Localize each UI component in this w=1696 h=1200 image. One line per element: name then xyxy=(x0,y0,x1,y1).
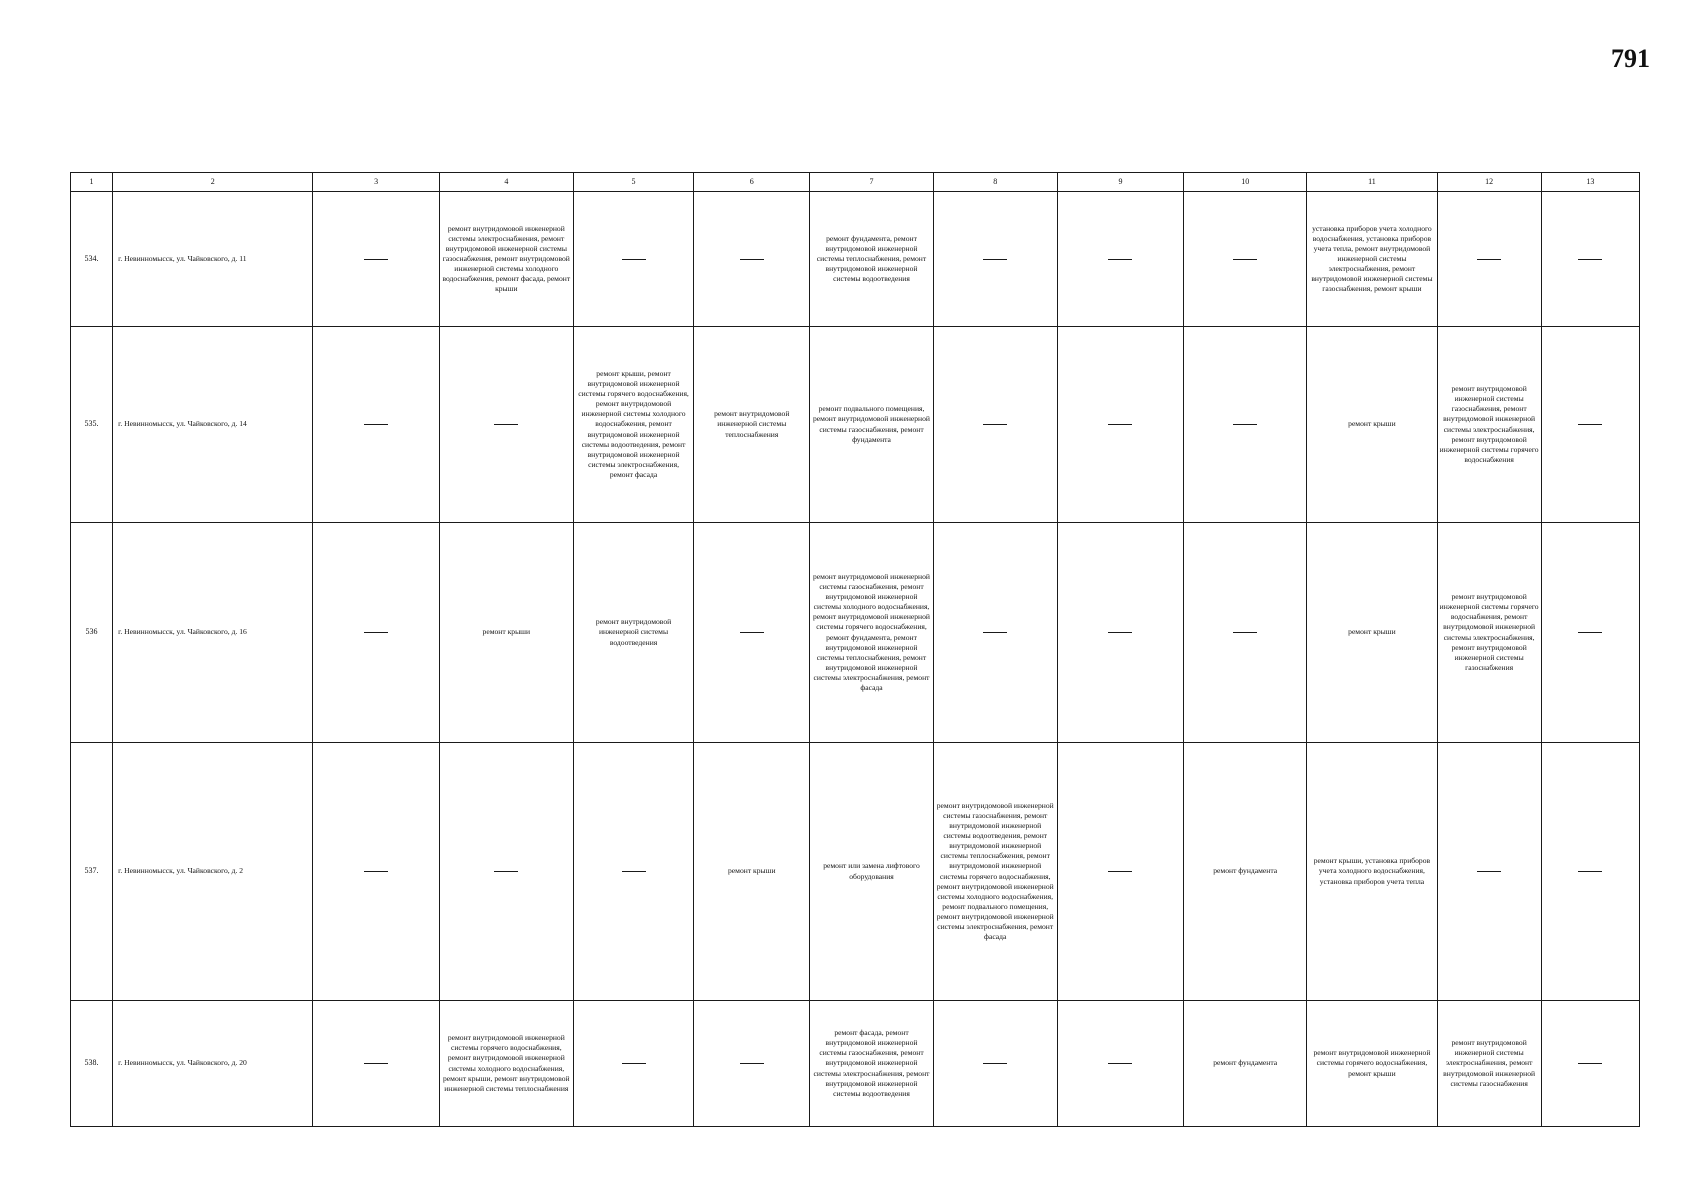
table-cell: ремонт подвального помещения, ремонт внутридомовой инженерной системы газоснабжения, ремонт фундамента xyxy=(810,327,933,523)
table-cell xyxy=(933,523,1057,743)
table-row xyxy=(71,523,1640,743)
table-cell xyxy=(1541,523,1639,743)
empty-dash xyxy=(740,632,764,633)
table-cell xyxy=(933,192,1057,327)
table-cell: ремонт внутридомовой инженерной системы электроснабжения, ремонт внутридомовой инженерной системы газоснабжения xyxy=(1437,1001,1541,1127)
table-cell xyxy=(694,523,810,743)
address-cell: г. Невинномысск, ул. Чайковского, д. 14 xyxy=(113,327,313,523)
table-row xyxy=(71,743,1640,1001)
table-cell: ремонт внутридомовой инженерной системы водоотведения xyxy=(573,523,693,743)
empty-dash xyxy=(622,871,646,872)
empty-dash xyxy=(1108,632,1132,633)
empty-dash xyxy=(1578,424,1602,425)
empty-dash xyxy=(364,259,388,260)
empty-dash xyxy=(1233,632,1257,633)
table-cell: ремонт крыши, ремонт внутридомовой инженерной системы горячего водоснабжения, ремонт внутридомовой инженерной системы холодного водоснабжения, ремонт внутридомовой инженерной системы водоотведения, ремонт внутридомовой инженерной системы электроснабжения, ремонт фасада xyxy=(573,327,693,523)
column-number: 3 xyxy=(313,173,439,192)
empty-dash xyxy=(1578,871,1602,872)
table-cell xyxy=(573,743,693,1001)
table-cell xyxy=(933,327,1057,523)
empty-dash xyxy=(1578,632,1602,633)
empty-dash xyxy=(1578,259,1602,260)
table-cell: установка приборов учета холодного водоснабжения, установка приборов учета тепла, ремонт внутридомовой инженерной системы электроснабжения, ремонт внутридомовой инженерной системы газоснабжения, ремонт крыши xyxy=(1307,192,1437,327)
table-cell xyxy=(313,523,439,743)
column-number: 1 xyxy=(71,173,113,192)
table-cell: ремонт крыши xyxy=(1307,523,1437,743)
table-cell xyxy=(1184,523,1307,743)
table-cell xyxy=(1541,743,1639,1001)
table-cell: ремонт фундамента xyxy=(1184,743,1307,1001)
empty-dash xyxy=(1108,259,1132,260)
empty-dash xyxy=(1233,259,1257,260)
empty-dash xyxy=(1108,871,1132,872)
empty-dash xyxy=(494,871,518,872)
row-number: 537. xyxy=(71,743,113,1001)
column-number: 13 xyxy=(1541,173,1639,192)
table-cell: ремонт внутридомовой инженерной системы горячего водоснабжения, ремонт внутридомовой инженерной системы холодного водоснабжения, ремонт крыши, ремонт внутридомовой инженерной системы теплоснабжения xyxy=(439,1001,573,1127)
table-cell xyxy=(439,743,573,1001)
table-cell xyxy=(1057,192,1183,327)
page-number: 791 xyxy=(1611,44,1650,73)
table-cell xyxy=(1184,192,1307,327)
table-cell: ремонт или замена лифтового оборудования xyxy=(810,743,933,1001)
table-row xyxy=(71,1001,1640,1127)
column-number-row xyxy=(71,173,1640,192)
table-cell xyxy=(1541,1001,1639,1127)
table-cell xyxy=(313,192,439,327)
empty-dash xyxy=(1233,424,1257,425)
empty-dash xyxy=(364,424,388,425)
table-row xyxy=(71,192,1640,327)
table-cell xyxy=(1437,192,1541,327)
table-cell xyxy=(933,1001,1057,1127)
empty-dash xyxy=(983,632,1007,633)
table-cell: ремонт внутридомовой инженерной системы горячего водоснабжения, ремонт внутридомовой инженерной системы электроснабжения, ремонт внутридомовой инженерной системы газоснабжения xyxy=(1437,523,1541,743)
table-cell xyxy=(313,327,439,523)
table-cell xyxy=(1184,327,1307,523)
column-number: 6 xyxy=(694,173,810,192)
column-number: 8 xyxy=(933,173,1057,192)
column-number: 5 xyxy=(573,173,693,192)
table-cell: ремонт фасада, ремонт внутридомовой инженерной системы газоснабжения, ремонт внутридомовой инженерной системы электроснабжения, ремонт внутридомовой инженерной системы водоотведения xyxy=(810,1001,933,1127)
column-number: 12 xyxy=(1437,173,1541,192)
table-cell: ремонт фундамента, ремонт внутридомовой инженерной системы теплоснабжения, ремонт внутридомовой инженерной системы водоотведения xyxy=(810,192,933,327)
table-cell: ремонт крыши xyxy=(439,523,573,743)
repair-schedule-table xyxy=(70,172,1640,1127)
row-number: 538. xyxy=(71,1001,113,1127)
column-number: 7 xyxy=(810,173,933,192)
empty-dash xyxy=(622,259,646,260)
empty-dash xyxy=(1108,424,1132,425)
table-cell: ремонт внутридомовой инженерной системы газоснабжения, ремонт внутридомовой инженерной системы водоотведения, ремонт внутридомовой инженерной системы теплоснабжения, ремонт внутридомовой инженерной системы горячего водоснабжения, ремонт внутридомовой инженерной системы холодного водоснабжения, ремонт подвального помещения, ремонт внутридомовой инженерной системы электроснабжения, ремонт фасада xyxy=(933,743,1057,1001)
table-cell xyxy=(573,1001,693,1127)
column-number: 4 xyxy=(439,173,573,192)
table-cell xyxy=(439,327,573,523)
table-cell: ремонт внутридомовой инженерной системы горячего водоснабжения, ремонт крыши xyxy=(1307,1001,1437,1127)
address-cell: г. Невинномысск, ул. Чайковского, д. 11 xyxy=(113,192,313,327)
table-cell: ремонт крыши xyxy=(1307,327,1437,523)
empty-dash xyxy=(622,1063,646,1064)
empty-dash xyxy=(1578,1063,1602,1064)
table-cell xyxy=(1057,523,1183,743)
table-cell: ремонт фундамента xyxy=(1184,1001,1307,1127)
table-cell xyxy=(573,192,693,327)
table-cell: ремонт внутридомовой инженерной системы газоснабжения, ремонт внутридомовой инженерной системы холодного водоснабжения, ремонт внутридомовой инженерной системы горячего водоснабжения, ремонт фундамента, ремонт внутридомовой инженерной системы теплоснабжения, ремонт внутридомовой инженерной системы электроснабжения, ремонт фасада xyxy=(810,523,933,743)
empty-dash xyxy=(740,1063,764,1064)
column-number: 9 xyxy=(1057,173,1183,192)
table-cell xyxy=(1057,327,1183,523)
empty-dash xyxy=(983,1063,1007,1064)
empty-dash xyxy=(1477,871,1501,872)
empty-dash xyxy=(364,871,388,872)
table-cell xyxy=(1057,1001,1183,1127)
table-cell: ремонт внутридомовой инженерной системы теплоснабжения xyxy=(694,327,810,523)
row-number: 535. xyxy=(71,327,113,523)
empty-dash xyxy=(494,424,518,425)
table-cell xyxy=(313,743,439,1001)
table-row xyxy=(71,327,1640,523)
empty-dash xyxy=(983,259,1007,260)
table-cell: ремонт крыши, установка приборов учета холодного водоснабжения, установка приборов учета тепла xyxy=(1307,743,1437,1001)
address-cell: г. Невинномысск, ул. Чайковского, д. 2 xyxy=(113,743,313,1001)
empty-dash xyxy=(1477,259,1501,260)
empty-dash xyxy=(983,424,1007,425)
table-cell xyxy=(694,192,810,327)
row-number: 536 xyxy=(71,523,113,743)
table-cell xyxy=(1437,743,1541,1001)
table-cell: ремонт внутридомовой инженерной системы газоснабжения, ремонт внутридомовой инженерной системы электроснабжения, ремонт внутридомовой инженерной системы горячего водоснабжения xyxy=(1437,327,1541,523)
table-cell xyxy=(1057,743,1183,1001)
empty-dash xyxy=(364,1063,388,1064)
empty-dash xyxy=(364,632,388,633)
empty-dash xyxy=(1108,1063,1132,1064)
empty-dash xyxy=(740,259,764,260)
address-cell: г. Невинномысск, ул. Чайковского, д. 20 xyxy=(113,1001,313,1127)
table-cell xyxy=(1541,327,1639,523)
column-number: 11 xyxy=(1307,173,1437,192)
table-cell: ремонт внутридомовой инженерной системы электроснабжения, ремонт внутридомовой инженерной системы газоснабжения, ремонт внутридомовой инженерной системы холодного водоснабжения, ремонт фасада, ремонт крыши xyxy=(439,192,573,327)
table-cell xyxy=(313,1001,439,1127)
address-cell: г. Невинномысск, ул. Чайковского, д. 16 xyxy=(113,523,313,743)
column-number: 2 xyxy=(113,173,313,192)
table-cell: ремонт крыши xyxy=(694,743,810,1001)
column-number: 10 xyxy=(1184,173,1307,192)
table-cell xyxy=(1541,192,1639,327)
row-number: 534. xyxy=(71,192,113,327)
table-cell xyxy=(694,1001,810,1127)
